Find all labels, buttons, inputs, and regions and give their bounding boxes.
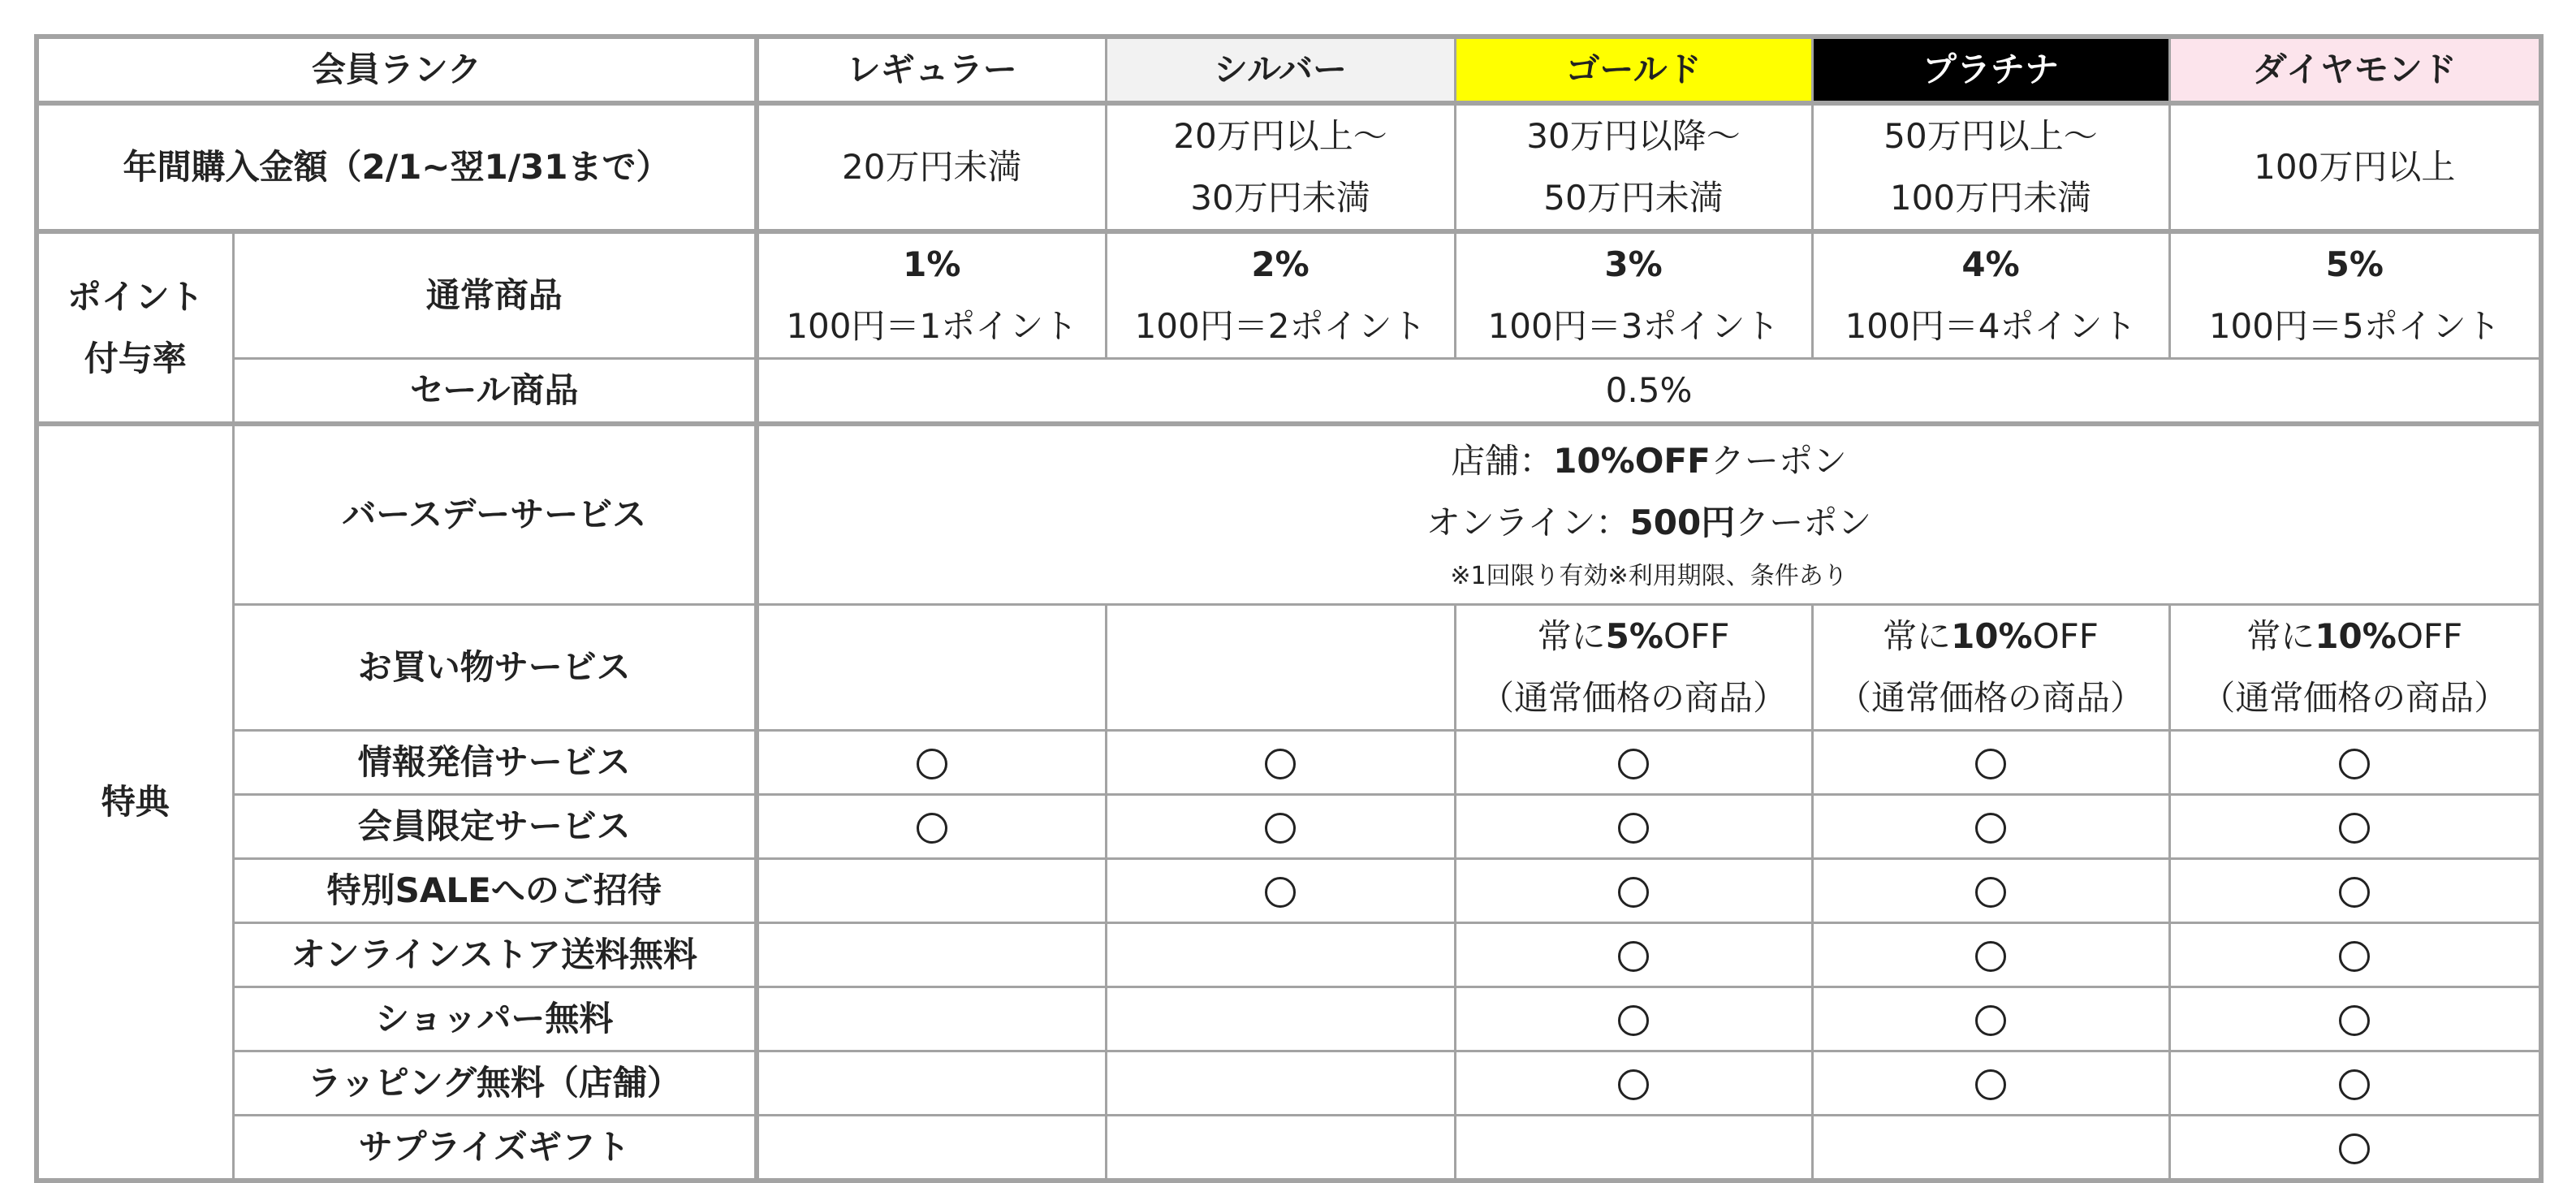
birthday-online-line — [759, 492, 2539, 554]
included-circle-icon — [1618, 813, 1649, 844]
shopping-cell — [1106, 604, 1455, 730]
benefit-row — [37, 922, 2541, 987]
included-circle-icon — [1975, 877, 2006, 908]
included-circle-icon — [1618, 749, 1649, 779]
shopping-cell — [757, 604, 1106, 730]
benefit-cell — [1455, 794, 1812, 858]
rank-silver: シルバー — [1106, 37, 1455, 103]
purchase-line: 100万円以上 — [2254, 147, 2456, 187]
included-circle-icon — [1618, 877, 1649, 908]
benefit-cell — [1106, 1115, 1455, 1181]
shopping-suffix: OFF — [2032, 615, 2099, 656]
point-percent: 3% — [1604, 244, 1663, 284]
purchase-line: 20万円以上～ — [1173, 116, 1387, 156]
purchase-line: 30万円未満 — [1190, 178, 1370, 218]
points-regular-cell — [757, 231, 1106, 359]
points-regular-label: 通常商品 — [233, 231, 757, 359]
shopping-note-line: （通常価格の商品） — [1480, 677, 1788, 718]
benefit-cell — [1812, 922, 2169, 987]
points-sale-value: 0.5% — [757, 359, 2541, 425]
benefit-cell — [757, 794, 1106, 858]
benefit-row — [37, 987, 2541, 1051]
point-rate: 100円＝3ポイント — [1487, 306, 1780, 346]
benefit-cell — [1455, 730, 1812, 794]
benefit-label: 会員限定サービス — [233, 794, 757, 858]
included-circle-icon — [2339, 1069, 2370, 1100]
point-rate: 100円＝5ポイント — [2208, 306, 2500, 346]
benefit-cell — [1455, 1115, 1812, 1181]
points-regular-cell — [1455, 231, 1812, 359]
included-circle-icon — [1265, 749, 1296, 779]
birthday-note: ※1回限り有効※利用期限、条件あり — [1450, 561, 1848, 590]
benefit-cell — [1812, 730, 2169, 794]
benefit-cell — [757, 922, 1106, 987]
included-circle-icon — [1975, 813, 2006, 844]
benefit-cell — [757, 1051, 1106, 1115]
points-regular-row — [37, 231, 2541, 359]
point-rate: 100円＝2ポイント — [1134, 306, 1426, 346]
benefit-cell — [2169, 922, 2541, 987]
included-circle-icon — [917, 749, 947, 779]
benefit-cell — [1106, 922, 1455, 987]
benefit-cell — [2169, 987, 2541, 1051]
shopping-discount-line — [2171, 606, 2539, 667]
benefit-label: ラッピング無料（店舗） — [233, 1051, 757, 1115]
shopping-label: お買い物サービス — [233, 604, 757, 730]
benefit-label: サプライズギフト — [233, 1115, 757, 1181]
points-group-label — [37, 231, 233, 424]
benefit-cell — [1455, 922, 1812, 987]
membership-rank-table — [34, 34, 2544, 1183]
benefit-row — [37, 1051, 2541, 1115]
benefit-row — [37, 858, 2541, 922]
shopping-note-line: （通常価格の商品） — [1837, 677, 2145, 718]
included-circle-icon — [2339, 877, 2370, 908]
points-regular-cell — [1106, 231, 1455, 359]
purchase-line: 20万円未満 — [842, 147, 1022, 187]
benefit-label: 特別SALEへのご招待 — [233, 858, 757, 922]
birthday-value — [757, 424, 2541, 604]
birthday-online-suffix: クーポン — [1735, 502, 1872, 542]
included-circle-icon — [2339, 813, 2370, 844]
included-circle-icon — [2339, 1133, 2370, 1164]
shopping-cell — [1812, 604, 2169, 730]
benefit-cell — [757, 858, 1106, 922]
point-percent: 2% — [1251, 244, 1310, 284]
included-circle-icon — [1618, 941, 1649, 972]
benefit-cell — [757, 730, 1106, 794]
shopping-suffix: OFF — [1663, 615, 1730, 656]
birthday-online-prefix: オンライン： — [1426, 502, 1630, 542]
benefit-cell — [1106, 858, 1455, 922]
purchase-line: 30万円以降～ — [1526, 116, 1741, 156]
rank-platinum: プラチナ — [1812, 37, 2169, 103]
benefit-cell — [1106, 730, 1455, 794]
benefit-cell — [1812, 987, 2169, 1051]
benefit-cell — [757, 987, 1106, 1051]
included-circle-icon — [1618, 1069, 1649, 1100]
shopping-cell — [2169, 604, 2541, 730]
benefit-cell — [1106, 987, 1455, 1051]
benefit-cell — [2169, 858, 2541, 922]
included-circle-icon — [1975, 749, 2006, 779]
birthday-store-suffix: クーポン — [1710, 440, 1847, 481]
purchase-value — [1106, 103, 1455, 231]
included-circle-icon — [1265, 877, 1296, 908]
shopping-row — [37, 604, 2541, 730]
point-percent: 4% — [1961, 244, 2020, 284]
birthday-store-line — [759, 430, 2539, 492]
point-rate: 100円＝1ポイント — [786, 306, 1078, 346]
benefit-row — [37, 730, 2541, 794]
point-rate: 100円＝4ポイント — [1845, 306, 2137, 346]
points-group-line: ポイント — [67, 276, 204, 317]
benefit-cell — [1455, 1051, 1812, 1115]
shopping-suffix: OFF — [2396, 615, 2463, 656]
shopping-discount-line — [1456, 606, 1811, 667]
rank-header-label: 会員ランク — [37, 37, 757, 103]
birthday-store-prefix: 店舗： — [1451, 440, 1554, 481]
birthday-label: バースデーサービス — [233, 424, 757, 604]
benefit-cell — [2169, 730, 2541, 794]
points-regular-cell — [1812, 231, 2169, 359]
benefits-group-label: 特典 — [37, 424, 233, 1181]
shopping-rate: 5% — [1605, 615, 1663, 656]
points-regular-cell — [2169, 231, 2541, 359]
shopping-prefix: 常に — [1883, 615, 1952, 656]
included-circle-icon — [1975, 1005, 2006, 1036]
shopping-rate: 10% — [2315, 615, 2397, 656]
shopping-prefix: 常に — [2246, 615, 2315, 656]
included-circle-icon — [1618, 1005, 1649, 1036]
benefit-cell — [1455, 858, 1812, 922]
benefit-cell — [1812, 1115, 2169, 1181]
purchase-value — [1812, 103, 2169, 231]
points-group-line: 付与率 — [84, 338, 187, 378]
header-row — [37, 37, 2541, 103]
purchase-line: 50万円以上～ — [1883, 116, 2098, 156]
purchase-value — [1455, 103, 1812, 231]
benefit-row — [37, 794, 2541, 858]
benefit-cell — [2169, 794, 2541, 858]
shopping-discount-line — [1814, 606, 2168, 667]
included-circle-icon — [1975, 1069, 2006, 1100]
birthday-online-amount: 500円 — [1629, 502, 1736, 542]
birthday-store-discount: 10%OFF — [1553, 440, 1711, 481]
benefit-label: ショッパー無料 — [233, 987, 757, 1051]
included-circle-icon — [1975, 941, 2006, 972]
shopping-rate: 10% — [1951, 615, 2033, 656]
included-circle-icon — [2339, 749, 2370, 779]
benefit-cell — [1455, 987, 1812, 1051]
points-sale-label: セール商品 — [233, 359, 757, 425]
point-percent: 1% — [903, 244, 961, 284]
included-circle-icon — [1265, 813, 1296, 844]
benefit-cell — [1812, 794, 2169, 858]
point-percent: 5% — [2325, 244, 2384, 284]
shopping-prefix: 常に — [1537, 615, 1606, 656]
benefit-cell — [2169, 1115, 2541, 1181]
benefit-cell — [757, 1115, 1106, 1181]
benefit-label: 情報発信サービス — [233, 730, 757, 794]
rank-gold: ゴールド — [1455, 37, 1812, 103]
benefit-cell — [1106, 794, 1455, 858]
shopping-cell — [1455, 604, 1812, 730]
birthday-row — [37, 424, 2541, 604]
purchase-label: 年間購入金額（2/1~翌1/31まで） — [37, 103, 757, 231]
rank-diamond: ダイヤモンド — [2169, 37, 2541, 103]
shopping-note-line: （通常価格の商品） — [2201, 677, 2509, 718]
rank-regular: レギュラー — [757, 37, 1106, 103]
included-circle-icon — [2339, 941, 2370, 972]
benefit-cell — [1106, 1051, 1455, 1115]
points-sale-row — [37, 359, 2541, 425]
benefit-row — [37, 1115, 2541, 1181]
benefit-cell — [2169, 1051, 2541, 1115]
purchase-line: 50万円未満 — [1543, 178, 1724, 218]
benefit-cell — [1812, 858, 2169, 922]
purchase-row — [37, 103, 2541, 231]
purchase-value — [757, 103, 1106, 231]
included-circle-icon — [2339, 1005, 2370, 1036]
purchase-line: 100万円未満 — [1889, 178, 2092, 218]
included-circle-icon — [917, 813, 947, 844]
benefit-label: オンラインストア送料無料 — [233, 922, 757, 987]
purchase-value — [2169, 103, 2541, 231]
benefit-cell — [1812, 1051, 2169, 1115]
